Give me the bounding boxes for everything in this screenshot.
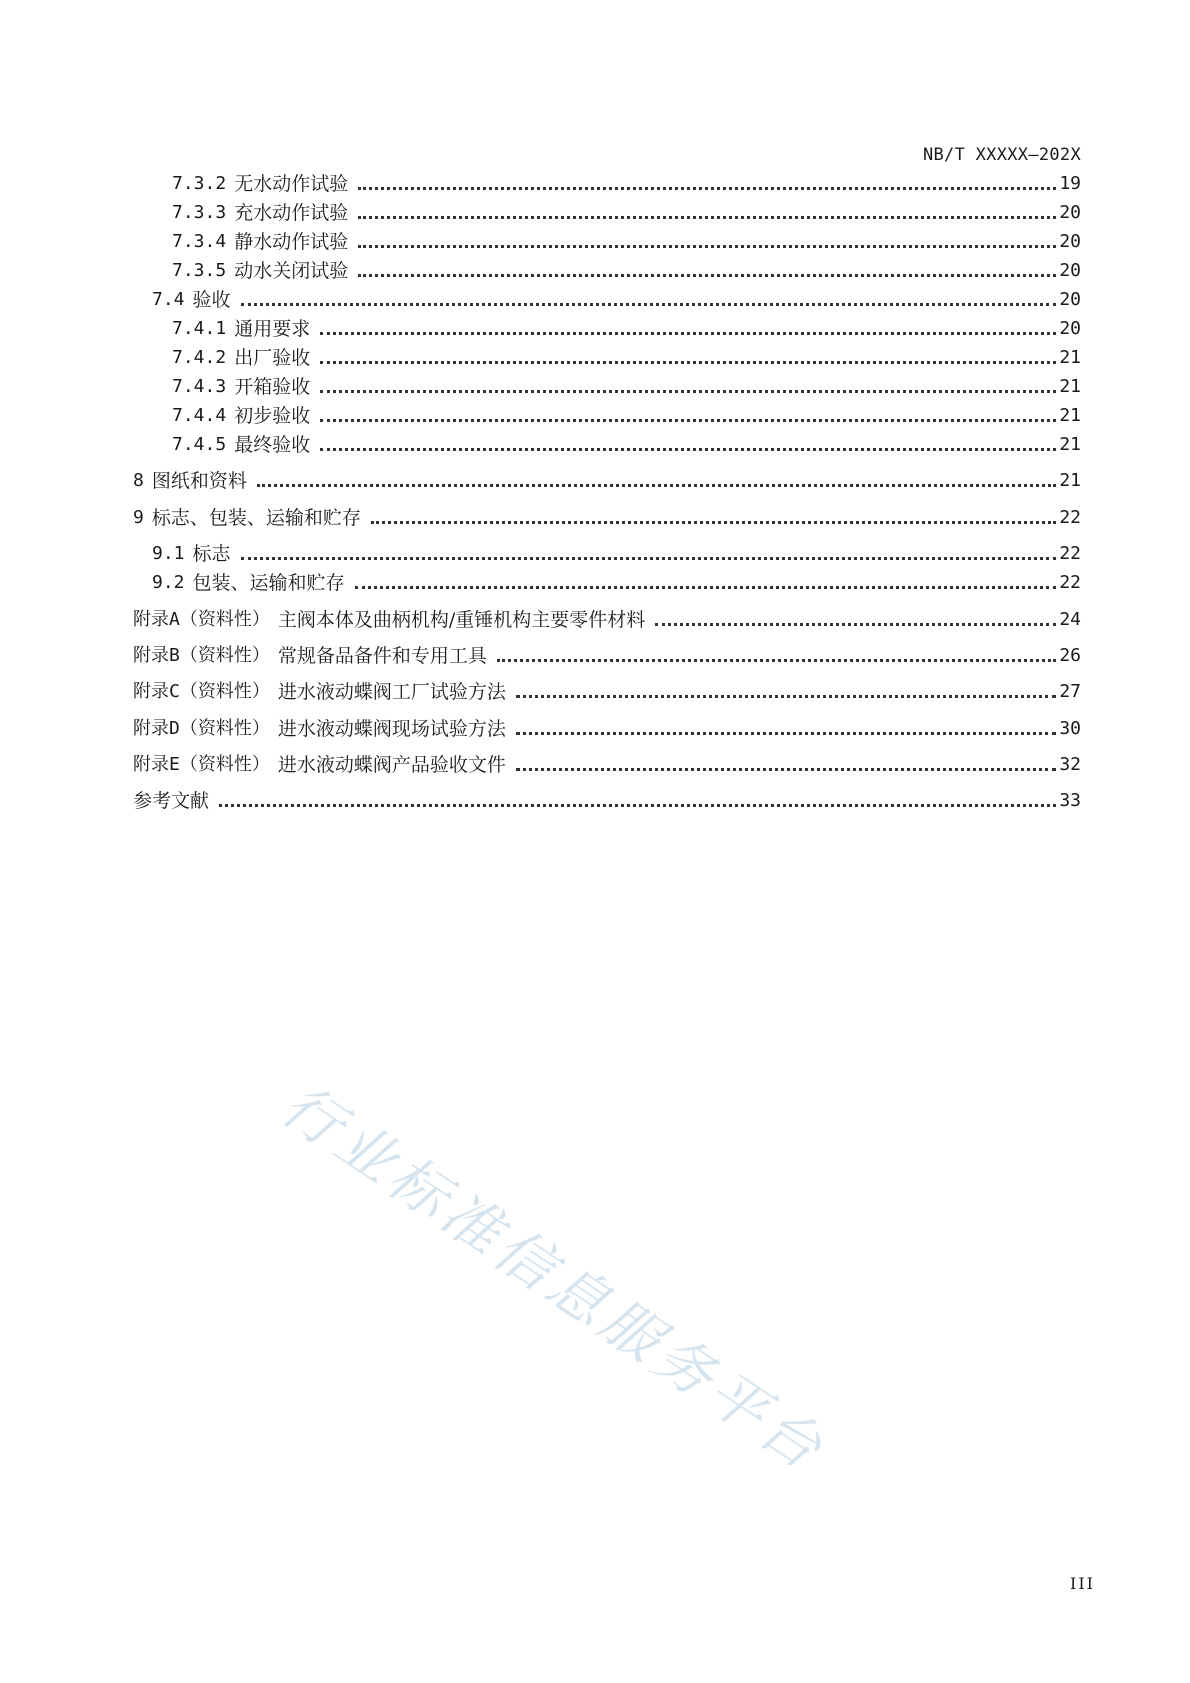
- toc-entry-title: 充水动作试验: [234, 202, 349, 224]
- toc-entry[interactable]: [133, 753, 1081, 777]
- toc-entry-title: 进水液动蝶阀工厂试验方法: [277, 681, 506, 703]
- toc-entry-number: 8: [133, 470, 144, 491]
- toc-entry[interactable]: [133, 644, 1081, 668]
- toc-entry-title: 参考文献: [133, 790, 210, 812]
- toc-entry-page: 20: [1059, 231, 1081, 252]
- toc-entry-number: 附录D（资料性）: [133, 718, 270, 739]
- toc-entry[interactable]: [133, 608, 1081, 632]
- toc-entry[interactable]: [152, 288, 1081, 312]
- toc-entry[interactable]: [152, 571, 1081, 595]
- toc-entry[interactable]: [172, 317, 1081, 341]
- toc-entry-title: 初步验收: [234, 405, 311, 427]
- toc-dot-leader: [241, 557, 1057, 560]
- toc-entry[interactable]: [133, 717, 1081, 741]
- toc-dot-leader: [516, 768, 1056, 771]
- page-number: III: [1070, 1574, 1095, 1593]
- toc-entry-title: 动水关闭试验: [234, 260, 349, 282]
- toc-entry-page: 21: [1059, 347, 1081, 368]
- toc-dot-leader: [497, 659, 1056, 662]
- toc-entry-title: 开箱验收: [234, 376, 311, 398]
- toc-entry-number: 7.4.4: [172, 405, 227, 426]
- toc-dot-leader: [358, 187, 1056, 190]
- toc-dot-leader: [257, 484, 1056, 487]
- toc-entry-number: 附录C（资料性）: [133, 681, 270, 702]
- toc-entry-number: 9: [133, 507, 144, 528]
- watermark: 行业标准信息服务平台: [269, 1070, 839, 1486]
- toc-entry[interactable]: [172, 346, 1081, 370]
- toc-entry-number: 7.3.2: [172, 173, 227, 194]
- toc-entry-title: 出厂验收: [234, 347, 311, 369]
- toc-entry-number: 7.3.3: [172, 202, 227, 223]
- toc-entry-page: 22: [1059, 572, 1081, 593]
- toc-entry-page: 21: [1059, 470, 1081, 491]
- toc-entry-title: 主阀本体及曲柄机构/重锤机构主要零件材料: [277, 609, 646, 631]
- toc-entry-page: 20: [1059, 202, 1081, 223]
- toc-entry-page: 21: [1059, 434, 1081, 455]
- toc-entry-title: 静水动作试验: [234, 231, 349, 253]
- toc-entry-page: 33: [1059, 790, 1081, 811]
- toc-entry-page: 20: [1059, 260, 1081, 281]
- standard-code: NB/T XXXXX—202X: [922, 145, 1081, 165]
- toc-entry-title: 最终验收: [234, 434, 311, 456]
- toc-entry-number: 附录E（资料性）: [133, 754, 270, 775]
- toc-entry[interactable]: [133, 789, 1081, 813]
- toc-dot-leader: [320, 448, 1056, 451]
- toc-entry-page: 19: [1059, 173, 1081, 194]
- toc-entry-title: 进水液动蝶阀现场试验方法: [277, 718, 506, 740]
- toc-entry-page: 20: [1059, 289, 1081, 310]
- toc-entry-page: 27: [1059, 681, 1081, 702]
- toc-entry[interactable]: [133, 506, 1081, 530]
- toc-entry-number: 7.4.2: [172, 347, 227, 368]
- toc-entry-number: 7.3.4: [172, 231, 227, 252]
- toc-entry-page: 22: [1059, 507, 1081, 528]
- toc-entry[interactable]: [172, 404, 1081, 428]
- toc-dot-leader: [358, 274, 1056, 277]
- toc-entry[interactable]: [172, 172, 1081, 196]
- toc-dot-leader: [516, 732, 1056, 735]
- toc-entry-number: 7.4.5: [172, 434, 227, 455]
- toc-dot-leader: [320, 361, 1056, 364]
- toc-entry-title: 无水动作试验: [234, 173, 349, 195]
- toc-entry-page: 30: [1059, 718, 1081, 739]
- toc-entry[interactable]: [172, 375, 1081, 399]
- toc-entry[interactable]: [152, 542, 1081, 566]
- toc-dot-leader: [219, 804, 1056, 807]
- toc-dot-leader: [241, 303, 1057, 306]
- toc-entry-title: 标志: [192, 543, 231, 565]
- toc-entry[interactable]: [172, 433, 1081, 457]
- toc-entry-number: 附录A（资料性）: [133, 609, 270, 630]
- toc-entry-title: 验收: [192, 289, 231, 311]
- toc-dot-leader: [655, 623, 1056, 626]
- toc-entry-title: 图纸和资料: [151, 470, 247, 492]
- toc-dot-leader: [358, 216, 1056, 219]
- toc-dot-leader: [320, 390, 1056, 393]
- toc-entry-number: 7.4.3: [172, 376, 227, 397]
- toc-dot-leader: [358, 245, 1056, 248]
- toc-entry-title: 包装、运输和贮存: [192, 572, 345, 594]
- toc-entry[interactable]: [133, 680, 1081, 704]
- toc-entry-page: 21: [1059, 376, 1081, 397]
- toc-entry-page: 24: [1059, 609, 1081, 630]
- toc-entry-title: 通用要求: [234, 318, 311, 340]
- toc-entry-number: 7.3.5: [172, 260, 227, 281]
- toc-entry-page: 26: [1059, 645, 1081, 666]
- toc-entry-title: 标志、包装、运输和贮存: [151, 507, 361, 529]
- toc-entry[interactable]: [172, 201, 1081, 225]
- toc-entry-page: 22: [1059, 543, 1081, 564]
- toc-dot-leader: [516, 695, 1056, 698]
- toc-entry-title: 进水液动蝶阀产品验收文件: [277, 754, 506, 776]
- toc-entry-number: 9.1: [152, 543, 185, 564]
- toc-entry-number: 7.4.1: [172, 318, 227, 339]
- toc-entry[interactable]: [172, 259, 1081, 283]
- toc-entry[interactable]: [133, 469, 1081, 493]
- toc-entry-page: 32: [1059, 754, 1081, 775]
- toc-entry[interactable]: [172, 230, 1081, 254]
- toc-entry-page: 21: [1059, 405, 1081, 426]
- toc-dot-leader: [320, 332, 1056, 335]
- toc-entry-page: 20: [1059, 318, 1081, 339]
- toc-dot-leader: [355, 586, 1057, 589]
- toc-entry-number: 附录B（资料性）: [133, 645, 270, 666]
- toc-dot-leader: [371, 521, 1056, 524]
- toc-entry-number: 9.2: [152, 572, 185, 593]
- toc-entry-number: 7.4: [152, 289, 185, 310]
- toc-entry-title: 常规备品备件和专用工具: [277, 645, 487, 667]
- toc-dot-leader: [320, 419, 1056, 422]
